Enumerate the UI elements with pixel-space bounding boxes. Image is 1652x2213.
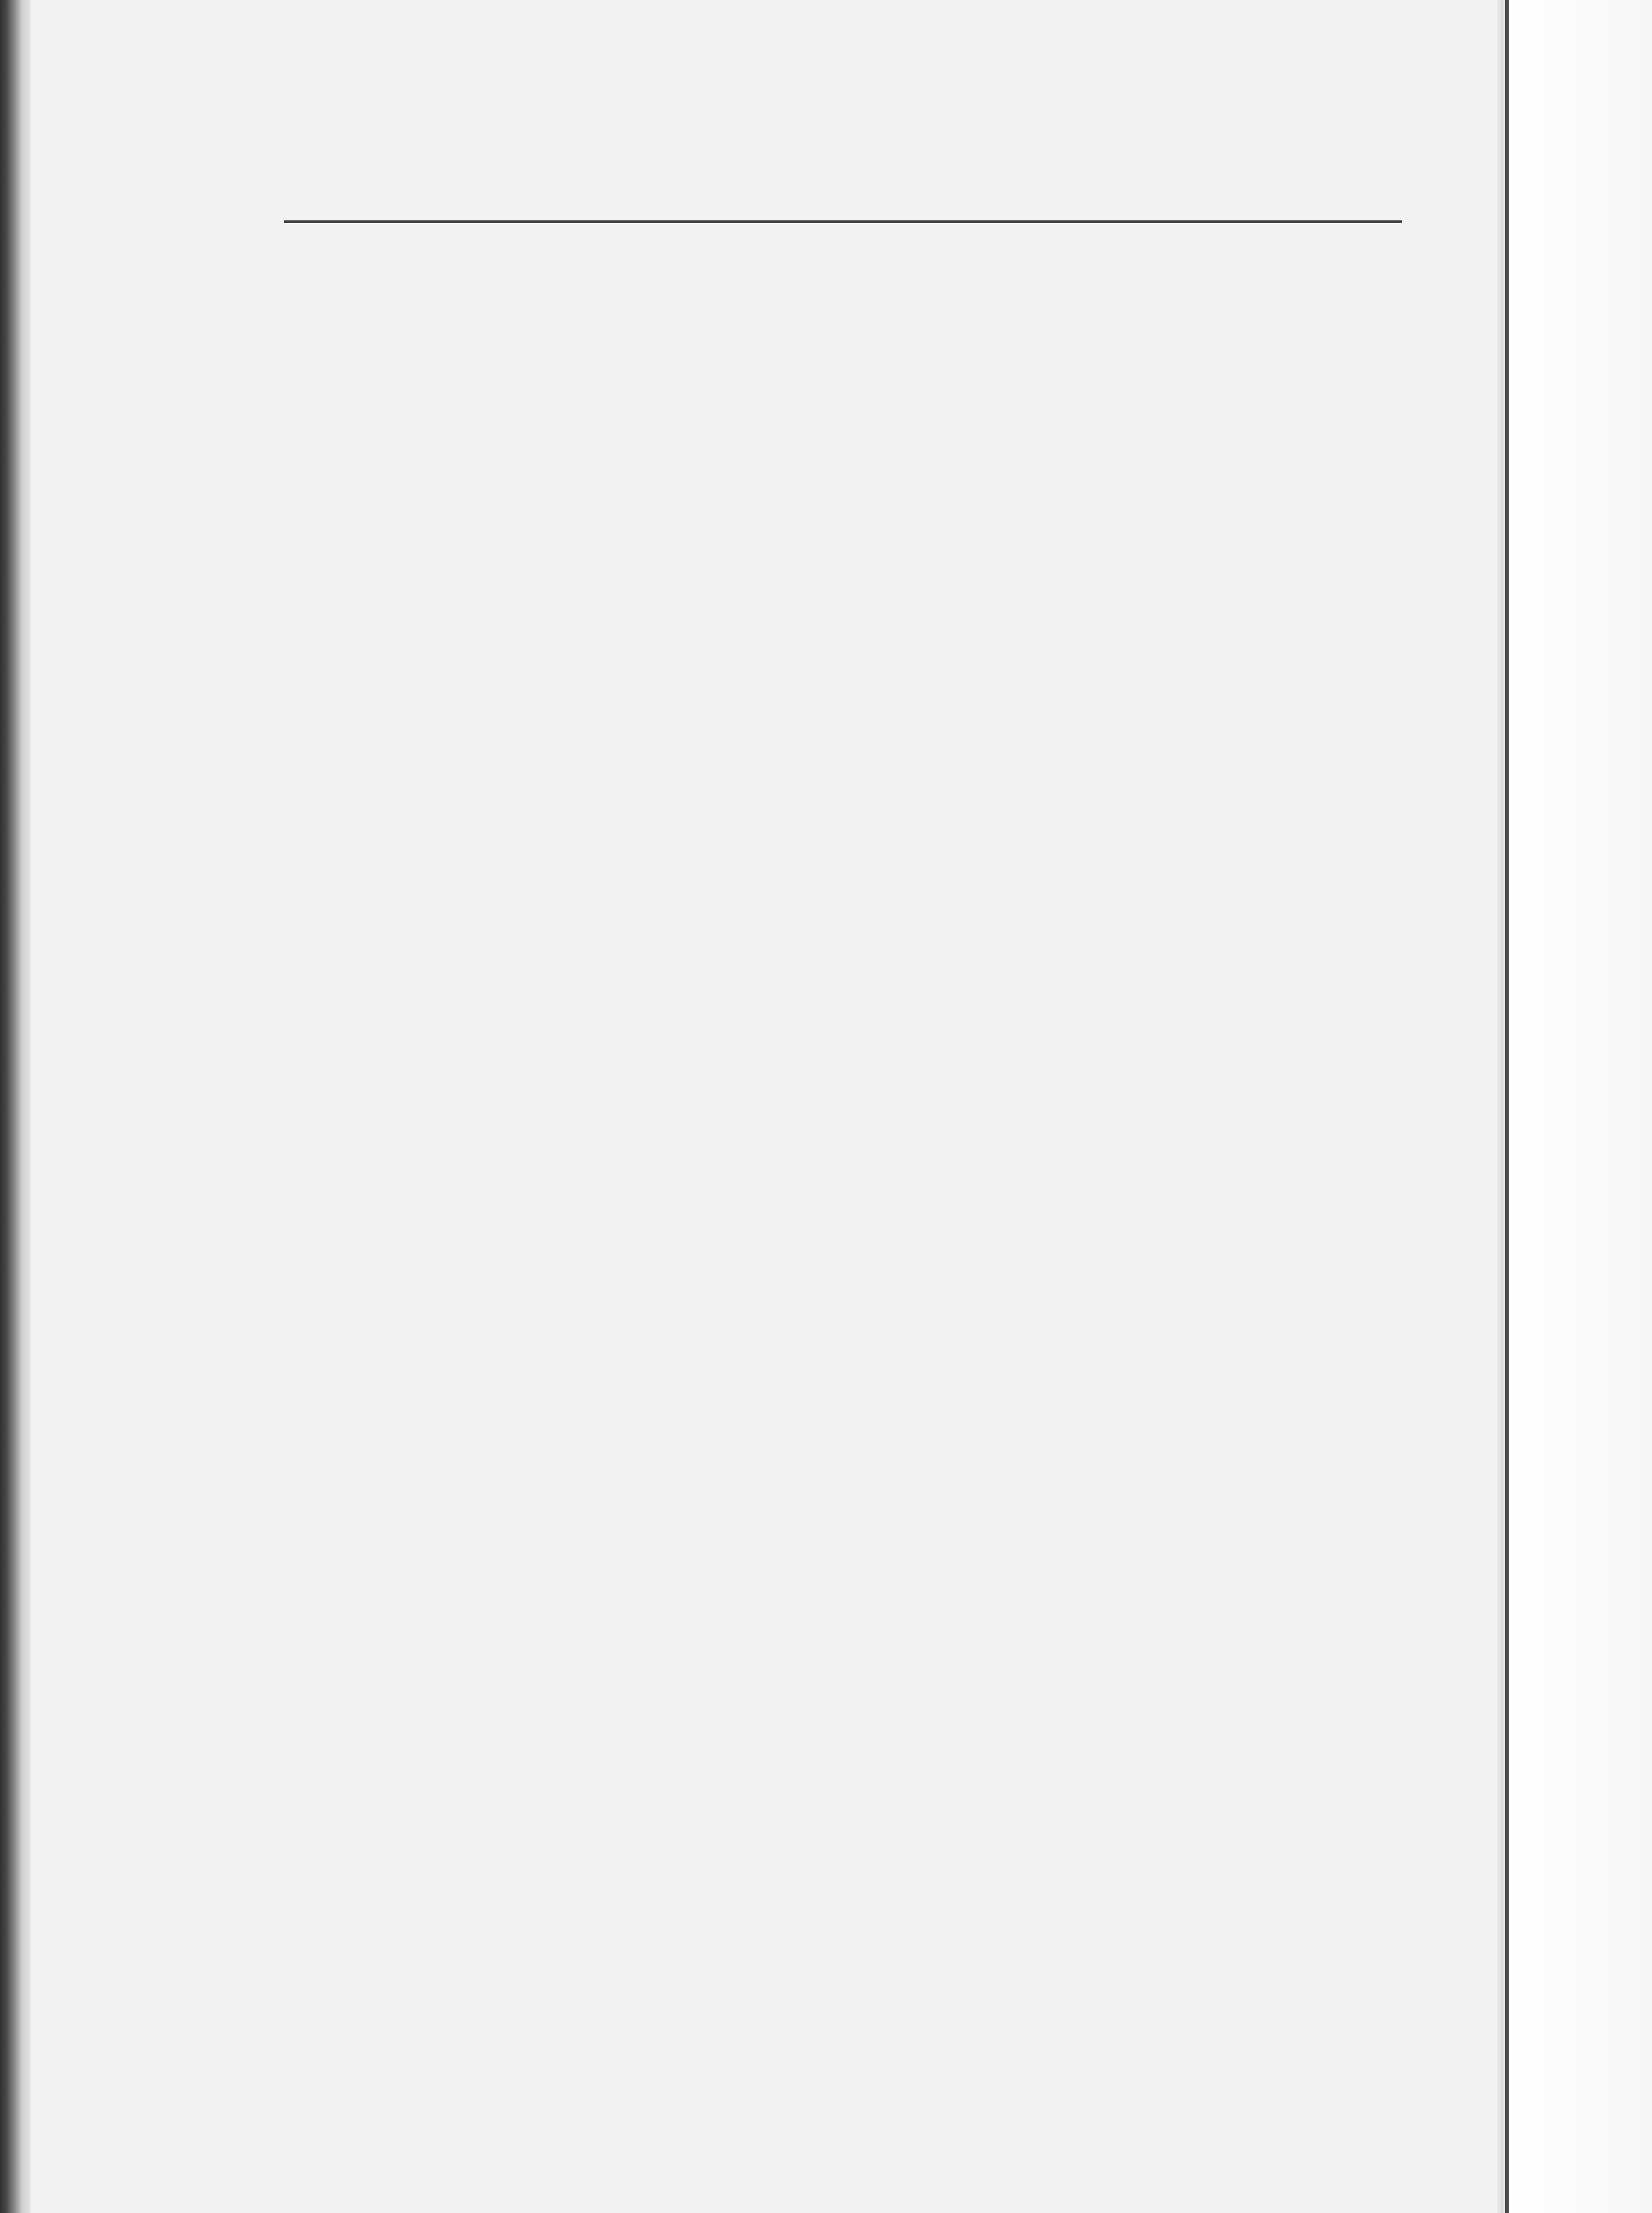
scan-right-shadow <box>1505 0 1509 2213</box>
book-page <box>31 0 1497 2213</box>
header-rule <box>284 220 1402 223</box>
scan-right-edge <box>1497 0 1652 2213</box>
